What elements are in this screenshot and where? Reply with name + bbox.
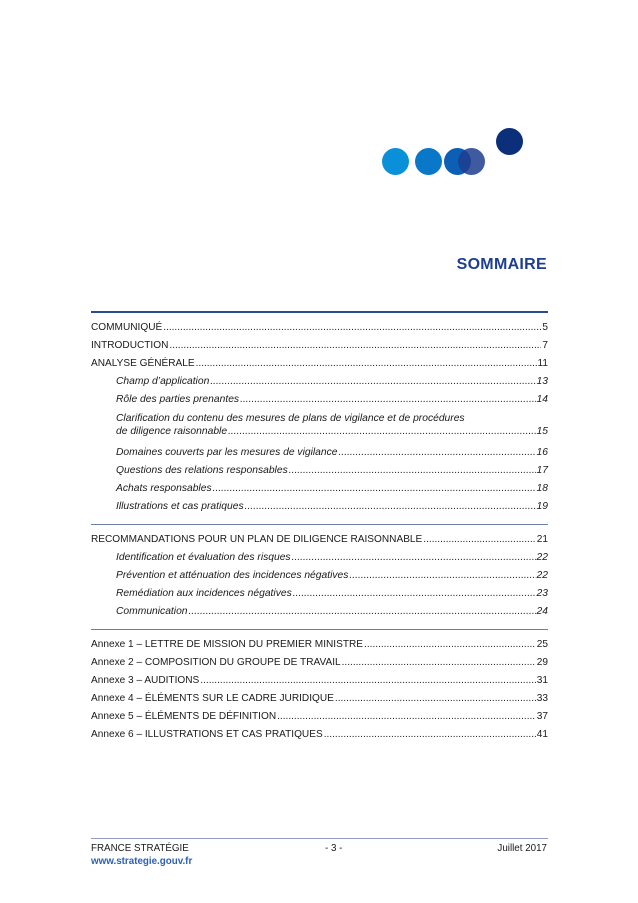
toc-page-number: 24 <box>536 606 548 617</box>
toc-page-number: 16 <box>536 447 548 458</box>
toc-subentry-communication[interactable] <box>91 603 548 621</box>
logo-dot-4 <box>458 148 485 175</box>
toc-entry-text: Identification et évaluation des risques <box>116 552 291 563</box>
toc-entry-analyse-generale[interactable] <box>91 355 548 373</box>
toc-page-number: 41 <box>536 729 548 740</box>
toc-subentry-clarification[interactable] <box>91 412 548 444</box>
toc-entry-annexe-1[interactable] <box>91 636 548 654</box>
footer-page-number: - 3 - <box>325 843 343 854</box>
toc-entry-annexe-4[interactable] <box>91 690 548 708</box>
toc-leader-dots <box>277 708 536 726</box>
toc-entry-text: ANALYSE GÉNÉRALE <box>91 358 195 369</box>
footer-org: FRANCE STRATÉGIE <box>91 843 189 854</box>
toc-page-number: 33 <box>536 693 548 704</box>
toc-entry-recommandations[interactable] <box>91 531 548 549</box>
toc-leader-dots <box>213 480 536 498</box>
toc-leader-dots <box>423 531 535 549</box>
toc-leader-dots <box>169 337 541 355</box>
toc-subentry-illustrations[interactable] <box>91 498 548 516</box>
toc-entry-annexe-5[interactable] <box>91 708 548 726</box>
toc-entry-text: Prévention et atténuation des incidences négatives <box>116 570 349 581</box>
table-of-contents <box>91 319 548 744</box>
toc-page-number: 23 <box>536 588 548 599</box>
toc-page-number: 18 <box>536 483 548 494</box>
toc-entry-annexe-3[interactable] <box>91 672 548 690</box>
logo-dot-1 <box>382 148 409 175</box>
logo-dot-2 <box>415 148 442 175</box>
toc-subentry-relations[interactable] <box>91 462 548 480</box>
toc-leader-dots <box>200 672 535 690</box>
logo-dot-5 <box>496 128 523 155</box>
toc-entry-text: Achats responsables <box>116 483 212 494</box>
toc-entry-text: Annexe 4 – ÉLÉMENTS SUR LE CADRE JURIDIQUE <box>91 693 334 704</box>
toc-entry-text: Annexe 5 – ÉLÉMENTS DE DÉFINITION <box>91 711 277 722</box>
toc-entry-text: RECOMMANDATIONS POUR UN PLAN DE DILIGENCE RAISONNABLE <box>91 534 423 545</box>
footer-rule <box>91 838 548 839</box>
toc-entry-text: Annexe 1 – LETTRE DE MISSION DU PREMIER MINISTRE <box>91 639 364 650</box>
toc-page-number: 5 <box>542 322 548 333</box>
toc-entry-text: Annexe 6 – ILLUSTRATIONS ET CAS PRATIQUES <box>91 729 323 740</box>
section-divider <box>91 629 548 630</box>
toc-page-number: 21 <box>536 534 548 545</box>
toc-entry-text: Communication <box>116 606 188 617</box>
toc-entry-text: Annexe 3 – AUDITIONS <box>91 675 200 686</box>
toc-page-number: 15 <box>536 426 548 437</box>
toc-leader-dots <box>196 355 537 373</box>
toc-entry-text: Rôle des parties prenantes <box>116 394 240 405</box>
toc-leader-dots <box>245 498 536 516</box>
toc-leader-dots <box>342 654 536 672</box>
toc-page-number: 13 <box>536 376 548 387</box>
toc-leader-dots <box>189 603 536 621</box>
toc-leader-dots <box>324 726 536 744</box>
toc-leader-dots <box>335 690 536 708</box>
toc-page-number: 17 <box>536 465 548 476</box>
toc-leader-dots <box>210 373 535 391</box>
toc-page-number: 19 <box>536 501 548 512</box>
toc-page-number: 14 <box>536 394 548 405</box>
page-title: SOMMAIRE <box>456 256 547 273</box>
toc-entry-text: Domaines couverts par les mesures de vigilance <box>116 447 338 458</box>
toc-page-number: 22 <box>536 552 548 563</box>
toc-entry-text: Illustrations et cas pratiques <box>116 501 244 512</box>
toc-leader-dots <box>289 462 536 480</box>
toc-leader-dots <box>293 585 536 603</box>
toc-subentry-remediation[interactable] <box>91 585 548 603</box>
toc-page-number: 29 <box>536 657 548 668</box>
footer-date: Juillet 2017 <box>497 843 547 854</box>
toc-subentry-achats[interactable] <box>91 480 548 498</box>
footer-url-link[interactable]: www.strategie.gouv.fr <box>91 856 193 867</box>
toc-subentry-domaines[interactable] <box>91 444 548 462</box>
toc-leader-dots <box>349 567 535 585</box>
toc-entry-text: Remédiation aux incidences négatives <box>116 588 292 599</box>
france-strategie-dots-logo <box>378 128 528 184</box>
toc-subentry-prevention[interactable] <box>91 567 548 585</box>
toc-leader-dots <box>240 391 535 409</box>
toc-leader-dots <box>292 549 536 567</box>
toc-page-number: 25 <box>536 639 548 650</box>
toc-leader-dots <box>228 425 535 439</box>
toc-entry-text: Questions des relations responsables <box>116 465 288 476</box>
toc-subentry-identification[interactable] <box>91 549 548 567</box>
toc-leader-dots <box>364 636 536 654</box>
toc-entry-text: COMMUNIQUÉ <box>91 322 163 333</box>
toc-entry-text-line2: de diligence raisonnable <box>116 426 228 437</box>
toc-page-number: 22 <box>536 570 548 581</box>
toc-entry-text: INTRODUCTION <box>91 340 169 351</box>
toc-entry-annexe-2[interactable] <box>91 654 548 672</box>
toc-entry-text-line1: Clarification du contenu des mesures de plans de vigilance et de procédures <box>116 413 465 424</box>
toc-page-number: 11 <box>537 358 548 369</box>
toc-subentry-parties-prenantes[interactable] <box>91 391 548 409</box>
toc-page-number: 37 <box>536 711 548 722</box>
toc-page-number: 31 <box>536 675 548 686</box>
toc-leader-dots <box>338 444 535 462</box>
top-rule <box>91 311 548 313</box>
toc-leader-dots <box>163 319 541 337</box>
toc-page-number: 7 <box>542 340 548 351</box>
toc-entry-introduction[interactable] <box>91 337 548 355</box>
toc-entry-communique[interactable] <box>91 319 548 337</box>
toc-entry-annexe-6[interactable] <box>91 726 548 744</box>
section-divider <box>91 524 548 525</box>
toc-entry-text: Champ d’application <box>116 376 210 387</box>
toc-entry-text: Annexe 2 – COMPOSITION DU GROUPE DE TRAVAIL <box>91 657 341 668</box>
toc-subentry-champ-application[interactable] <box>91 373 548 391</box>
